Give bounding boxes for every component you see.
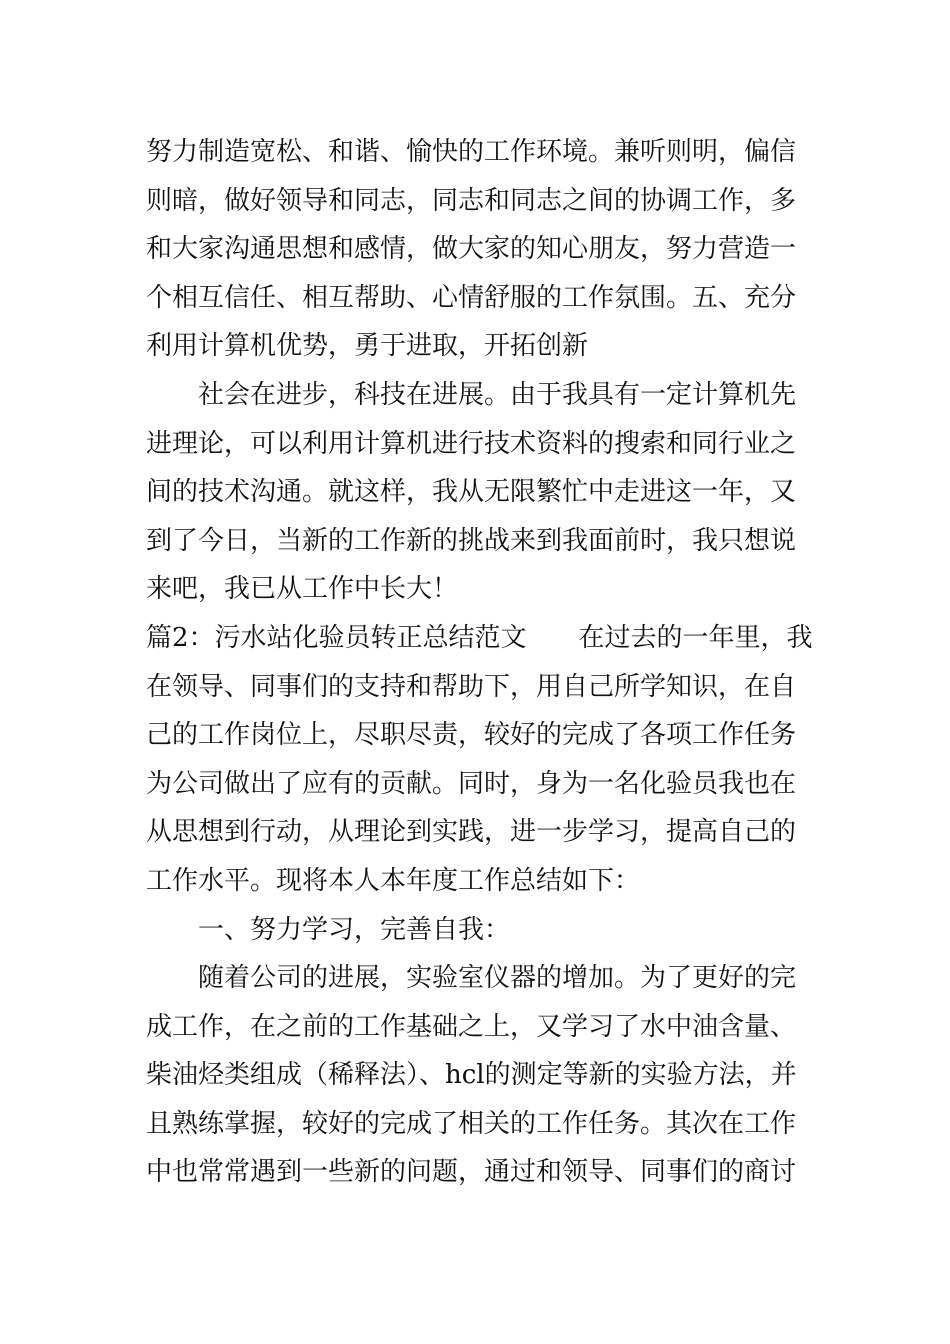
text-line: 中也常常遇到一些新的问题，通过和领导、同事们的商讨 (146, 1157, 797, 1188)
text-line: 柴油烃类组成（稀释法）、hcl的测定等新的实验方法，并 (146, 1060, 797, 1091)
text-line: 工作水平。现将本人本年度工作总结如下： (146, 865, 641, 896)
text-line: 个相互信任、相互帮助、心情舒服的工作氛围。五、充分 (146, 282, 797, 313)
text-line: 利用计算机优势，勇于进取，开拓创新 (146, 331, 589, 362)
text-line: 为公司做出了应有的贡献。同时，身为一名化验员我也在 (146, 768, 797, 799)
text-line: 成工作，在之前的工作基础之上，又学习了水中油含量、 (146, 1011, 797, 1042)
text-line: 一、努力学习，完善自我： (146, 914, 511, 945)
text-line: 来吧，我已从工作中长大！ (146, 574, 459, 605)
document-body (146, 128, 814, 1197)
text-line: 进理论，可以利用计算机进行技术资料的搜索和同行业之 (146, 428, 797, 459)
text-line: 努力制造宽松、和谐、愉快的工作环境。兼听则明，偏信 (146, 137, 797, 167)
text-line: 篇2：污水站化验员转正总结范文 在过去的一年里，我 (146, 622, 813, 653)
text-line: 且熟练掌握，较好的完成了相关的工作任务。其次在工作 (146, 1108, 797, 1139)
text-line: 己的工作岗位上，尽职尽责，较好的完成了各项工作任务 (146, 720, 797, 751)
text-line: 和大家沟通思想和感情，做大家的知心朋友，努力营造一 (146, 234, 797, 265)
text-line: 到了今日，当新的工作新的挑战来到我面前时，我只想说 (146, 525, 797, 556)
text-line: 随着公司的进展，实验室仪器的增加。为了更好的完 (146, 963, 797, 994)
text-line: 则暗，做好领导和同志，同志和同志之间的协调工作，多 (146, 185, 797, 216)
text-line: 间的技术沟通。就这样，我从无限繁忙中走进这一年，又 (146, 477, 797, 508)
text-line: 在领导、同事们的支持和帮助下，用自己所学知识，在自 (146, 671, 797, 702)
text-line: 从思想到行动，从理论到实践，进一步学习，提高自己的 (146, 817, 797, 848)
text-line: 社会在进步，科技在进展。由于我具有一定计算机先 (146, 379, 797, 410)
